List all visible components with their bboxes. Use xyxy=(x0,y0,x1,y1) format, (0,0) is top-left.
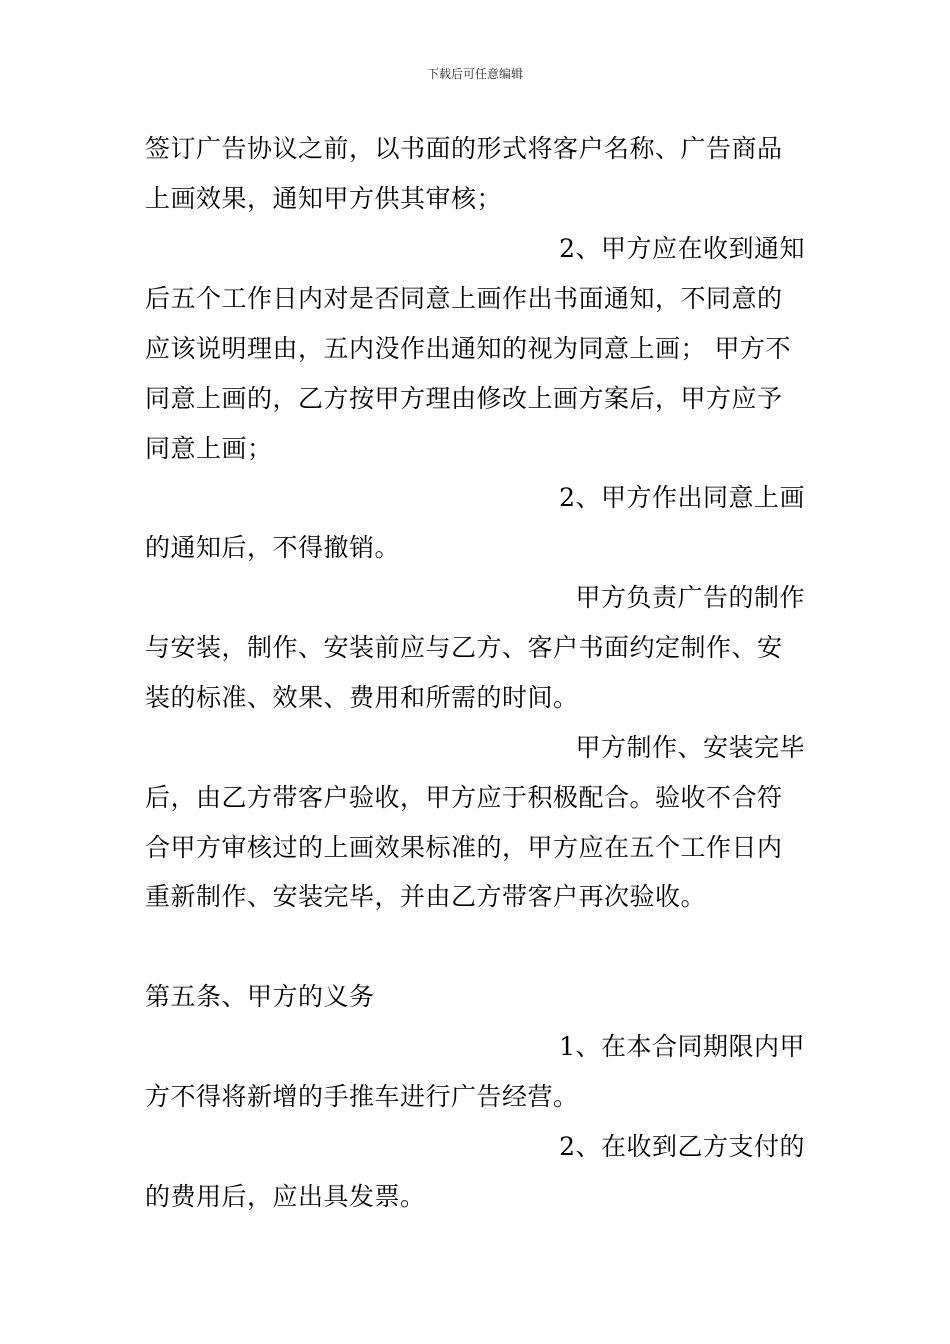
text-line: 与安装，制作、安装前应与乙方、客户书面约定制作、安 xyxy=(145,633,783,662)
text-line: 应该说明理由，五内没作出通知的视为同意上画； 甲方不 xyxy=(145,334,791,363)
text-line: 同意上画； xyxy=(145,434,273,463)
numbered-clause-line: 1、在本合同期限内甲 xyxy=(559,1032,805,1061)
numbered-clause-line: 2、甲方应在收到通知 xyxy=(559,234,805,263)
section-heading: 第五条、甲方的义务 xyxy=(145,982,375,1011)
text-line: 合甲方审核过的上画效果标准的，甲方应在五个工作日内 xyxy=(145,833,783,862)
text-line: 装的标准、效果、费用和所需的时间。 xyxy=(145,683,579,712)
text-line: 方不得将新增的手推车进行广告经营。 xyxy=(145,1082,579,1111)
text-line: 的费用后，应出具发票。 xyxy=(145,1182,426,1211)
clause-line: 甲方负责广告的制作 xyxy=(575,583,805,612)
text-line: 后五个工作日内对是否同意上画作出书面通知，不同意的 xyxy=(145,284,783,313)
text-line: 后，由乙方带客户验收，甲方应于积极配合。验收不合符 xyxy=(145,783,783,812)
text-line: 签订广告协议之前，以书面的形式将客户名称、广告商品 xyxy=(145,134,783,163)
text-line: 同意上画的，乙方按甲方理由修改上画方案后，甲方应予 xyxy=(145,384,783,413)
page-header: 下载后可任意编辑 xyxy=(426,67,523,81)
numbered-clause-line: 2、甲方作出同意上画 xyxy=(559,483,805,512)
text-line: 上画效果，通知甲方供其审核； xyxy=(145,184,503,213)
numbered-clause-line: 2、在收到乙方支付的 xyxy=(559,1132,805,1161)
text-line: 的通知后，不得撤销。 xyxy=(145,533,401,562)
clause-line: 甲方制作、安装完毕 xyxy=(575,733,805,762)
text-line: 重新制作、安装完毕，并由乙方带客户再次验收。 xyxy=(145,882,707,911)
